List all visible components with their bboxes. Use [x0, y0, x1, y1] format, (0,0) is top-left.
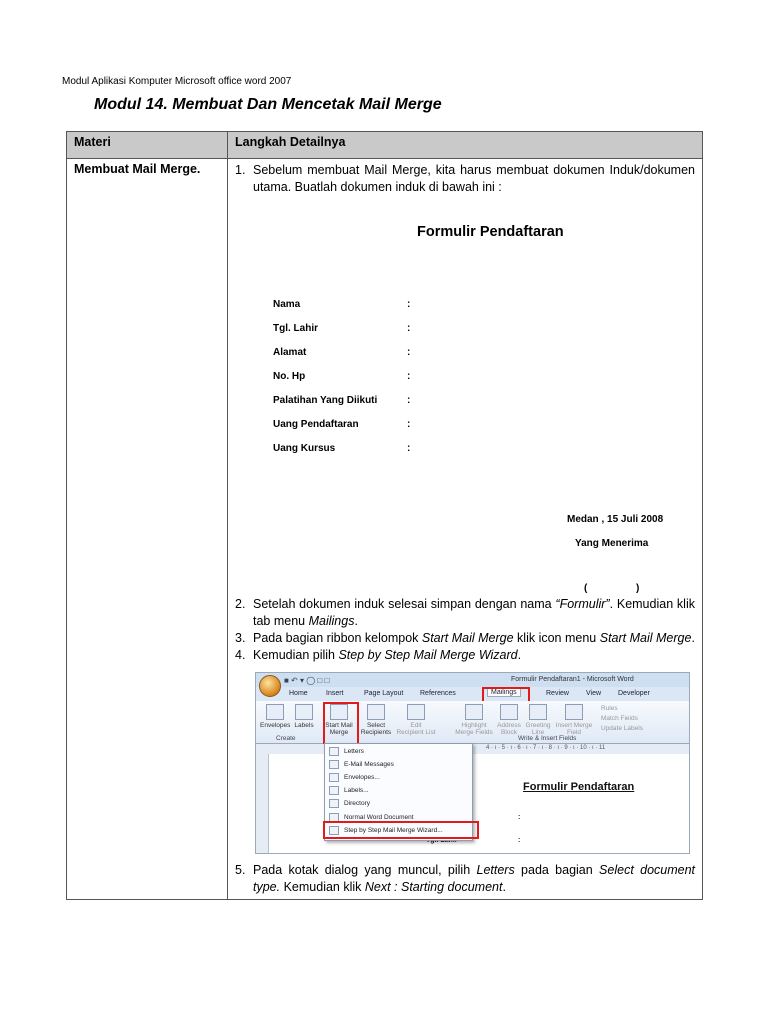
button-label: Labels: [294, 722, 314, 729]
text-run: .: [517, 648, 522, 662]
step-number: 4.: [235, 648, 246, 662]
greeting-line-button[interactable]: [524, 704, 552, 736]
window-title: Formulir Pendaftaran1 - Microsoft Word: [511, 676, 634, 683]
ruler-numbers: 4 · ı · 5 · ı · 6 · ı · 7 · ı · 8 · ı · 9 · ı · 10 · ı · 11: [486, 745, 606, 751]
text-run: Pada kotak dialog yang muncul, pilih: [253, 863, 477, 877]
steps-cell: [228, 159, 703, 900]
text-run-italic: Letters: [476, 863, 515, 877]
button-label: Greeting Line: [525, 722, 551, 736]
form-example: [235, 196, 695, 596]
button-label: Highlight Merge Fields: [455, 722, 493, 736]
tab-home[interactable]: Home: [289, 690, 308, 697]
form-field-label: Uang Pendaftaran: [273, 419, 359, 430]
tab-review[interactable]: Review: [546, 690, 569, 697]
vertical-ruler: [256, 754, 269, 853]
recipients-icon: [367, 704, 385, 720]
labels-button[interactable]: [292, 704, 316, 729]
text-run: Setelah dokumen induk selesai simpan dengan nama: [253, 597, 556, 611]
tab-mailings[interactable]: Mailings: [487, 688, 521, 697]
text-run: klik icon menu: [513, 631, 600, 645]
form-field-label: Palatihan Yang Diikuti: [273, 395, 378, 406]
office-button-icon[interactable]: [259, 675, 281, 697]
match-fields-button[interactable]: Match Fields: [601, 715, 638, 722]
word-screenshot: [255, 672, 690, 854]
form-field-label: Tgl. Lahir: [273, 323, 318, 334]
insert-merge-field-button[interactable]: [554, 704, 594, 736]
step-text: Sebelum membuat Mail Merge, kita harus membuat dokumen Induk/dokumen utama. Buatlah dokumen induk di bawah ini :: [253, 163, 695, 194]
text-run: Kemudian pilih: [253, 648, 339, 662]
step-3: [235, 630, 695, 647]
document-title: Formulir Pendaftaran: [523, 781, 635, 793]
labels-icon: [329, 786, 339, 795]
highlight-merge-fields-button[interactable]: [454, 704, 494, 736]
text-run: Pada bagian ribbon kelompok: [253, 631, 422, 645]
form-colon: :: [407, 347, 411, 358]
address-icon: [500, 704, 518, 720]
receiver-label: Yang Menerima: [575, 538, 649, 549]
step-text: [253, 596, 695, 630]
button-label: Envelopes: [260, 722, 291, 729]
form-field-label: No. Hp: [273, 371, 306, 382]
wizard-highlight: [323, 821, 479, 839]
text-run: . Kemudian klik tab menu: [253, 597, 695, 628]
signature-close: ): [636, 583, 640, 594]
text-run: .: [502, 880, 506, 894]
tab-page-layout[interactable]: Page Layout: [364, 690, 404, 697]
table-row: [67, 159, 703, 900]
signature-open: (: [584, 583, 588, 594]
labels-icon: [295, 704, 313, 720]
menu-item-envelopes[interactable]: [329, 773, 380, 782]
edit-recipient-list-button[interactable]: [396, 704, 436, 736]
button-label: Address Block: [497, 722, 521, 736]
step-2: [235, 596, 695, 630]
start-mail-merge-highlight: [323, 702, 359, 746]
form-colon: :: [407, 443, 411, 454]
greeting-icon: [529, 704, 547, 720]
step-number: 5.: [235, 863, 246, 877]
form-field-label: Nama: [273, 299, 301, 310]
step-number: 2.: [235, 597, 246, 611]
rules-button[interactable]: Rules: [601, 705, 618, 712]
text-run-italic: Select document type.: [253, 863, 696, 894]
button-label: Select Recipients: [360, 722, 392, 736]
menu-item-label: Normal Word Document: [344, 814, 414, 822]
menu-item-label: Labels...: [344, 787, 369, 795]
envelope-icon: [266, 704, 284, 720]
header-langkah: Langkah Detailnya: [228, 132, 703, 159]
step-number: 3.: [235, 631, 246, 645]
place-date: Medan , 15 Juli 2008: [567, 514, 664, 525]
topic-cell: Membuat Mail Merge.: [67, 159, 228, 900]
menu-item-label: Envelopes...: [344, 774, 380, 782]
header-materi: Materi: [67, 132, 228, 159]
text-run-italic: “Formulir”: [555, 597, 610, 611]
form-field-label: Uang Kursus: [273, 443, 336, 454]
text-run: .: [354, 614, 358, 628]
table-header-row: [67, 132, 703, 159]
menu-item-label: Letters: [344, 748, 364, 756]
menu-item-label: E-Mail Messages: [344, 761, 394, 769]
running-header: Modul Aplikasi Komputer Microsoft office word 2007: [62, 76, 292, 87]
form-colon: :: [407, 395, 411, 406]
ribbon-tabs: [256, 687, 689, 701]
form-colon: :: [407, 299, 411, 310]
step-text: [253, 647, 695, 664]
document-colon: :: [518, 837, 521, 844]
tab-references[interactable]: References: [420, 690, 456, 697]
quick-access-toolbar: ■ ↶ ▾ ◯ □ □: [284, 676, 330, 685]
step-text: [253, 862, 695, 896]
step-5: [235, 862, 695, 896]
email-icon: [329, 760, 339, 769]
form-field-label: Alamat: [273, 347, 307, 358]
step-1: [235, 162, 695, 196]
insert-field-icon: [565, 704, 583, 720]
step-text: [253, 630, 695, 647]
update-labels-button[interactable]: Update Labels: [601, 725, 643, 732]
menu-item-email[interactable]: [329, 760, 394, 769]
highlight-icon: [465, 704, 483, 720]
text-run-italic: Next : Starting document: [364, 880, 503, 894]
tab-insert[interactable]: Insert: [326, 690, 344, 697]
text-run: .: [691, 631, 695, 645]
edit-list-icon: [407, 704, 425, 720]
menu-item-letters[interactable]: [329, 747, 364, 756]
step-4: [235, 647, 695, 664]
letter-icon: [329, 747, 339, 756]
address-block-button[interactable]: [496, 704, 522, 736]
tab-developer[interactable]: Developer: [618, 690, 650, 697]
button-label: Edit Recipient List: [396, 722, 436, 736]
form-colon: :: [407, 323, 411, 334]
directory-icon: [329, 799, 339, 808]
steps-table: [66, 131, 703, 900]
menu-item-labels[interactable]: [329, 786, 369, 795]
select-recipients-button[interactable]: [358, 704, 394, 736]
envelope-icon: [329, 773, 339, 782]
page-title: Modul 14. Membuat Dan Mencetak Mail Merge: [94, 96, 442, 113]
form-title: Formulir Pendaftaran: [417, 224, 564, 240]
menu-item-label: Step by Step Mail Merge Wizard...: [344, 827, 443, 835]
document-colon: :: [518, 814, 521, 821]
text-run: Kemudian klik: [280, 880, 365, 894]
mailings-ribbon: [256, 701, 689, 744]
envelopes-button[interactable]: [260, 704, 290, 729]
tab-view[interactable]: View: [586, 690, 602, 697]
text-run-italic: Start Mail Merge: [599, 631, 692, 645]
form-colon: :: [407, 371, 411, 382]
group-write-insert: Write & Insert Fields: [518, 735, 577, 742]
step-number: 1.: [235, 163, 246, 177]
form-colon: :: [407, 419, 411, 430]
menu-item-directory[interactable]: [329, 799, 370, 808]
menu-item-label: Directory: [344, 800, 371, 808]
text-run-italic: Mailings: [308, 614, 355, 628]
text-run-italic: Start Mail Merge: [421, 631, 514, 645]
button-label: Insert Merge Field: [555, 722, 593, 736]
group-create: Create: [276, 735, 296, 742]
text-run-italic: Step by Step Mail Merge Wizard: [338, 648, 518, 662]
text-run: pada bagian: [514, 863, 600, 877]
button-label: Start Mail Merge: [325, 722, 353, 736]
